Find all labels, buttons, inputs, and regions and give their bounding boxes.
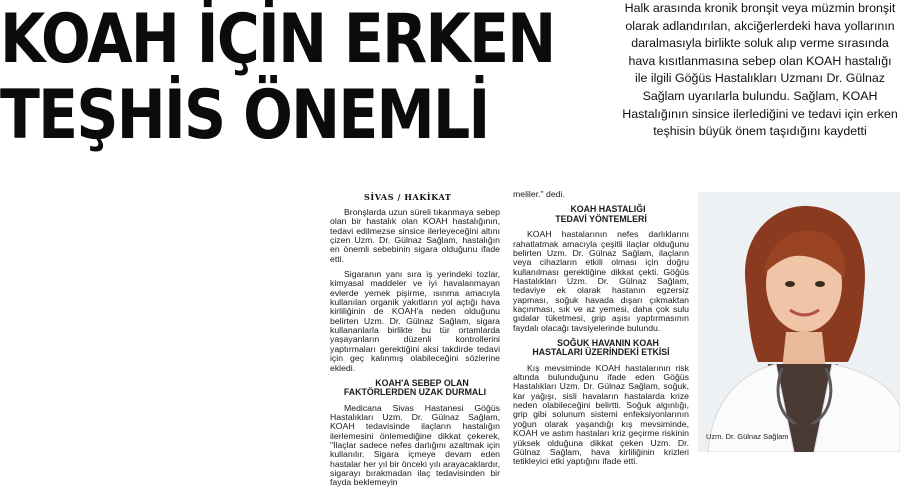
body-paragraph: Sigaranın yanı sıra iş yerindeki tozlar, kimyasal maddeler ve iyi havalanmayan evlerde yemek pişirme, ısınma amacıyla kullanılan organik yakıtların yol açtığı hava kirliliğinin de KOAH'a neden olduğunu belirten Uzm. Dr. Gülnaz Sağlam, sigara kullananlarla birlikte bu tür ortamlarda yaşayanların düzenli kontrollerini yaptırmaları gerektiğini aksi takdirde tedavi için geç kalınmış olabileceğini sözlerine ekledi. [330,269,500,373]
lead-paragraph: Halk arasında kronik bronşit veya müzmin bronşit olarak adlandırılan, akciğerlerdeki hava yollarının daralmasıyla birlikte soluk alıp verme sırasında hava kısıtlanmasına sebep olan KOAH hastalığı ile ilgili Göğüs Hastalıkları Uzmanı Dr. Gülnaz Sağlam uyarılarla bulundu. Sağlam, KOAH Hastalığının sinsice ilerlediğini ve tedavi için erken teşhisin büyük önem taşıdığını kaydetti [622,1,898,139]
subheading-line: SOĞUK HAVANIN KOAH [557,337,659,348]
subheading-line: TEDAVİ YÖNTEMLERİ [555,213,647,224]
doctor-portrait-photo [698,192,900,452]
subheading-line: FAKTÖRLERDEN UZAK DURMALI [343,387,487,398]
subheading [513,339,689,358]
article-column-1 [330,208,500,494]
subheading-line: HASTALARI ÜZERİNDEKİ ETKİSİ [532,347,670,358]
subheading [513,205,689,224]
dateline: SİVAS / HAKİKAT [364,192,452,202]
headline [0,0,555,155]
body-paragraph: KOAH hastalarının nefes darlıklarını rahatlatmak amacıyla çeşitli ilaçlar olduğunu belirten Uzm. Dr. Gülnaz Sağlam, ilaçların veya cihazların etkili olması için doğru kullanılması gerektiğine dikkat çekti. Göğüs Hastalıkları Uzm. Dr. Gülnaz Sağlam, tedaviye ek olarak hastanın egzersiz yapması, soğuk havada dışarı çıkmaktan kaçınması, sık ve az yemesi, daha çok sulu gıdalar tüketmesi, grip aşısı yaptırmasının faydalı olacağı tavsiyelerinde bulundu. [513,229,689,333]
body-paragraph-continued: meliler." dedi. [513,189,565,199]
subheading-line: KOAH'A SEBEP OLAN [375,377,469,388]
headline-line-1: KOAH İÇİN ERKEN [0,0,555,79]
photo-caption: Uzm. Dr. Gülnaz Sağlam [706,432,789,441]
subheading [330,379,500,398]
portrait-illustration [698,192,900,452]
headline-line-2: TEŞHİS ÖNEMLİ [0,76,489,155]
subheading-line: KOAH HASTALIĞI [570,204,646,215]
body-paragraph: Medicana Sivas Hastanesi Göğüs Hastalıkları Uzm. Dr. Gülnaz Sağlam, KOAH tedavisinde ilaçların hastalığın ilerlemesini önlemediğine dikkat çekerek, "İlaçlar sadece nefes darlığını azaltmak için kullanılır. Sigara içmeye devam eden hastalar her yıl bir önceki yılı arayacaklardır, sigarayı bırakmadan ilaç tedavisinden bir fayda beklemeyin [330,402,500,488]
body-paragraph: Bronşlarda uzun süreli tıkanmaya sebep olan bir hastalık olan KOAH hastalığının, tedavi edilmezse sinsice ilerleyeceğini altını çizen Uzm. Dr. Gülnaz Sağlam, hastalığın en önemli sebebinin sigara olduğunu ifade etti. [330,207,500,264]
body-paragraph: Kış mevsiminde KOAH hastalarının risk altında bulunduğunu ifade eden Göğüs Hastalıkları Uzm. Dr. Gülnaz Sağlam, soğuk, kar yağışı, sisli havaların hastalarda krize neden olabileceğini belirtti. Soğuk algınlığı, grip gibi solunum sistemi enfeksiyonlarının yoğun olarak yaşandığı kış mevsiminde, KOAH ve astım hastaları kriz geçirme riskinin yüksek olduğuna dikkat çeken Uzm. Dr. Gülnaz Sağlam, hava kirliliğinin krizleri tetikleyici etki yaptığını ifade etti. [513,362,689,467]
article-column-2 [513,190,689,473]
